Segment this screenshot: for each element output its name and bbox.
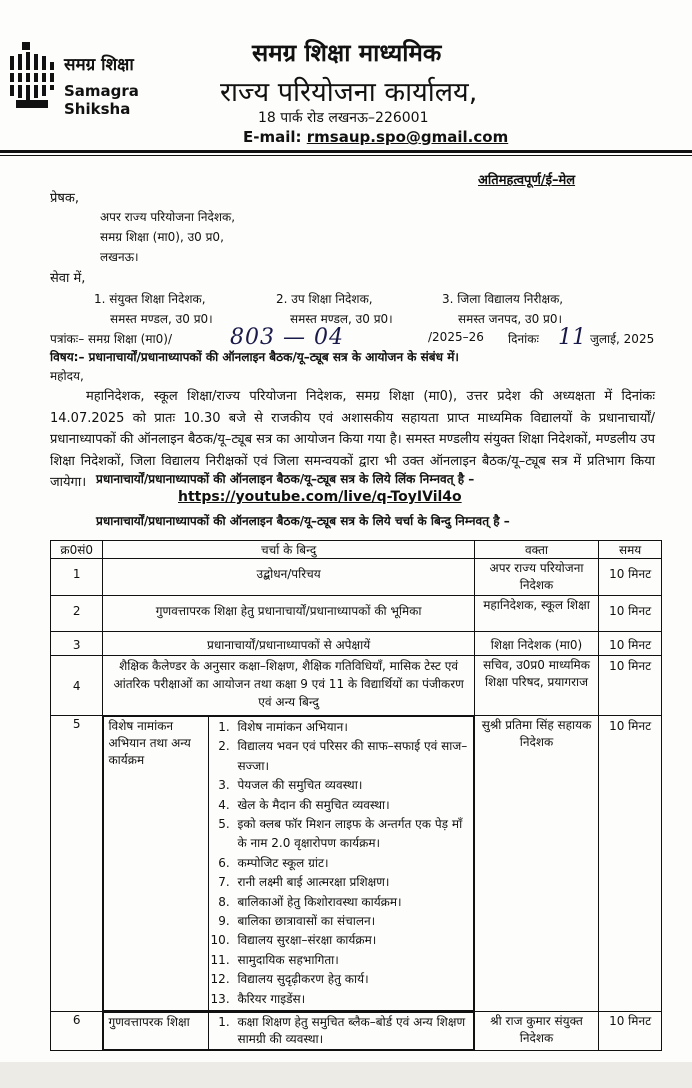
- row6-item-list: [211, 1014, 470, 1048]
- row3-speaker: शिक्षा निदेशक (मा0): [474, 632, 598, 656]
- list-item: 1. विशेष नामांकन अभियान।: [233, 718, 470, 737]
- table-header-row: [51, 541, 662, 559]
- to-label: सेवा में,: [50, 271, 86, 286]
- row1-topic: उद्बोधन/परिचय: [103, 559, 474, 596]
- row5-sn: 5: [51, 716, 103, 1012]
- row3-time: 10 मिनट: [599, 632, 662, 656]
- row5-title: विशेष नामांकन अभियान तथा अन्य कार्यक्रम: [104, 717, 209, 1011]
- discussion-points-intro: प्रधानाचार्यों/प्रधानाध्यापकों की ऑनलाइन बैठक/यू–ट्यूब सत्र के लिये चर्चा के बिन्दु निम्नवत् है –: [96, 514, 510, 528]
- list-item: 1. कक्षा शिक्षण हेतु समुचित ब्लैक–बोर्ड एवं अन्य शिक्षण सामग्री की व्यवस्था।: [233, 1014, 470, 1048]
- row1-sn: 1: [51, 559, 103, 596]
- office-address: 18 पार्क रोड लखनऊ–226001: [258, 110, 429, 126]
- row3-sn: 3: [51, 632, 103, 656]
- table-row: [51, 656, 662, 716]
- header-time: समय: [599, 541, 662, 559]
- list-item: 6. कम्पोजिट स्कूल ग्रांट।: [233, 854, 470, 873]
- row6-time: 10 मिनट: [599, 1012, 662, 1051]
- row4-speaker: सचिव, उ0प्र0 माध्यमिक शिक्षा परिषद, प्रयागराज: [474, 656, 598, 716]
- logo-text-english: Samagra Shiksha: [64, 82, 139, 118]
- row6-speaker: श्री राज कुमार संयुक्त निदेशक: [474, 1012, 598, 1051]
- list-item: 11. सामुदायिक सहभागिता।: [233, 951, 470, 970]
- header-speaker: वक्ता: [474, 541, 598, 559]
- important-email-tag: अतिमहत्वपूर्ण/ई–मेल: [478, 173, 576, 188]
- list-item: 9. बालिका छात्रावासों का संचालन।: [233, 912, 470, 931]
- page-bottom-edge: [0, 1062, 692, 1088]
- subject-line: विषय:– प्रधानाचार्यों/प्रधानाध्यापकों की ऑनलाइन बैठक/यू–ट्यूब सत्र के आयोजन के संबंध में।: [50, 350, 459, 364]
- table-row: [51, 596, 662, 632]
- row3-topic: प्रधानाचार्यों/प्रधानाध्यापकों से अपेक्षायें: [103, 632, 474, 656]
- row4-sn: 4: [51, 656, 103, 716]
- sender-line-3: लखनऊ।: [100, 250, 139, 264]
- table-row: [51, 1012, 662, 1051]
- list-item: 4. खेल के मैदान की समुचित व्यवस्था।: [233, 796, 470, 815]
- table-row: [51, 559, 662, 596]
- list-item: 7. रानी लक्ष्मी बाई आत्मरक्षा प्रशिक्षण।: [233, 873, 470, 892]
- agenda-table: [50, 540, 662, 1051]
- reference-prefix: पत्रांकः– समग्र शिक्षा (मा0)/: [50, 332, 172, 346]
- office-title-line1: समग्र शिक्षा माध्यमिक: [252, 39, 442, 67]
- list-item: 8. बालिकाओं हेतु किशोरावस्था कार्यक्रम।: [233, 893, 470, 912]
- table-row: [51, 632, 662, 656]
- row1-time: 10 मिनट: [599, 559, 662, 596]
- row5-time: 10 मिनट: [599, 716, 662, 1012]
- salutation: महोदय,: [50, 369, 84, 383]
- date-suffix: जुलाई, 2025: [590, 332, 655, 346]
- email-label: E-mail:: [243, 128, 302, 146]
- row6-topic: [103, 1012, 474, 1051]
- email-address: rmsaup.spo@gmail.com: [306, 128, 509, 146]
- recipient-3-line2: समस्त जनपद, उ0 प्र0।: [458, 312, 563, 326]
- row2-topic: गुणवत्तापरक शिक्षा हेतु प्रधानाचार्यों/प्रधानाध्यापकों की भूमिका: [103, 596, 474, 632]
- header-rule-thick: [0, 150, 692, 153]
- row5-speaker: सुश्री प्रतिमा सिंह सहायक निदेशक: [474, 716, 598, 1012]
- row2-time: 10 मिनट: [599, 596, 662, 632]
- recipient-2-line2: समस्त मण्डल, उ0 प्र0।: [290, 312, 393, 326]
- row6-title: गुणवत्तापरक शिक्षा: [104, 1013, 209, 1050]
- row1-speaker: अपर राज्य परियोजना निदेशक: [474, 559, 598, 596]
- header-topic: चर्चा के बिन्दु: [103, 541, 474, 559]
- logo-text-hindi: समग्र शिक्षा: [64, 55, 134, 75]
- recipient-1-line2: समस्त मण्डल, उ0 प्र0।: [110, 312, 213, 326]
- row5-inner: [103, 716, 473, 1011]
- row5-item-list: [211, 718, 470, 1009]
- header-sn: क्र0सं0: [51, 541, 103, 559]
- list-item: 3. पेयजल की समुचित व्यवस्था।: [233, 776, 470, 795]
- row4-topic: शैक्षिक कैलेण्डर के अनुसार कक्षा–शिक्षण, शैक्षिक गतिविधियाँ, मासिक टेस्ट एवं आंतरिक परीक्षाओं का आयोजन तथा कक्षा 9 एवं 11 के विद्यार्थियों का पंजीकरण एवं अन्य बिन्दु: [103, 656, 474, 716]
- header-rule-thin: [0, 155, 692, 156]
- list-item: 12. विद्यालय सुदृढ़ीकरण हेतु कार्य।: [233, 970, 470, 989]
- recipient-2-line1: 2. उप शिक्षा निदेशक,: [276, 292, 373, 306]
- row6-inner: [103, 1012, 473, 1050]
- row2-sn: 2: [51, 596, 103, 632]
- recipient-1-line1: 1. संयुक्त शिक्षा निदेशक,: [94, 292, 206, 306]
- youtube-link[interactable]: https://youtube.com/live/q-ToyIVil4o: [178, 489, 462, 505]
- link-intro: प्रधानाचार्यों/प्रधानाध्यापकों की ऑनलाइन बैठक/यू–ट्यूब सत्र के लिये लिंक निम्नवत् है –: [96, 472, 475, 486]
- office-title-line2: राज्य परियोजना कार्यालय,: [220, 77, 478, 108]
- date-label: दिनांकः: [508, 332, 539, 346]
- list-item: 5. इको क्लब फॉर मिशन लाइफ के अन्तर्गत एक पेड़ माँ के नाम 2.0 वृक्षारोपण कार्यक्रम।: [233, 815, 470, 854]
- sender-line-1: अपर राज्य परियोजना निदेशक,: [100, 210, 236, 224]
- office-email: [243, 128, 508, 146]
- samagra-shiksha-logo: [8, 38, 158, 118]
- row4-time: 10 मिनट: [599, 656, 662, 716]
- sender-line-2: समग्र शिक्षा (मा0), उ0 प्र0,: [100, 230, 224, 244]
- samagra-shiksha-logo-icon: [8, 40, 58, 112]
- body-paragraph-text: महानिदेशक, स्कूल शिक्षा/राज्य परियोजना निदेशक, समग्र शिक्षा (मा0), उत्तर प्रदेश की अध्यक्षता में दिनांकः 14.07.2025 को प्रातः 10.30 बजे से राजकीय एवं अशासकीय सहायता प्राप्त माध्यमिक विद्यालयों के प्रधानाचार्यों/प्रधानाध्यापकों की ऑनलाइन बैठक/यू–ट्यूब सत्र का आयोजन किया गया है। समस्त मण्डलीय संयुक्त शिक्षा निदेशकों, मण्डलीय उप शिक्षा निदेशकों, जिला विद्यालय निरीक्षकों एवं जिला समन्वयकों द्वारा भी उक्त ऑनलाइन बैठक/यू–ट्यूब सत्र में प्रतिभाग किया जायेगा।: [50, 389, 655, 490]
- list-item: 13. कैरियर गाइडेंस।: [233, 990, 470, 1009]
- reference-suffix: /2025–26: [428, 330, 484, 344]
- reference-number-handwritten: 803 — 04: [230, 325, 344, 350]
- list-item: 2. विद्यालय भवन एवं परिसर की साफ–सफाई एवं साज–सज्जा।: [233, 737, 470, 776]
- recipient-3-line1: 3. जिला विद्यालय निरीक्षक,: [442, 292, 564, 306]
- sender-label: प्रेषक,: [50, 191, 80, 206]
- table-row: [51, 716, 662, 1012]
- row2-speaker: महानिदेशक, स्कूल शिक्षा: [474, 596, 598, 632]
- list-item: 10. विद्यालय सुरक्षा–संरक्षा कार्यक्रम।: [233, 931, 470, 950]
- date-handwritten: 11: [558, 325, 586, 350]
- row5-topic: [103, 716, 474, 1012]
- row6-sn: 6: [51, 1012, 103, 1051]
